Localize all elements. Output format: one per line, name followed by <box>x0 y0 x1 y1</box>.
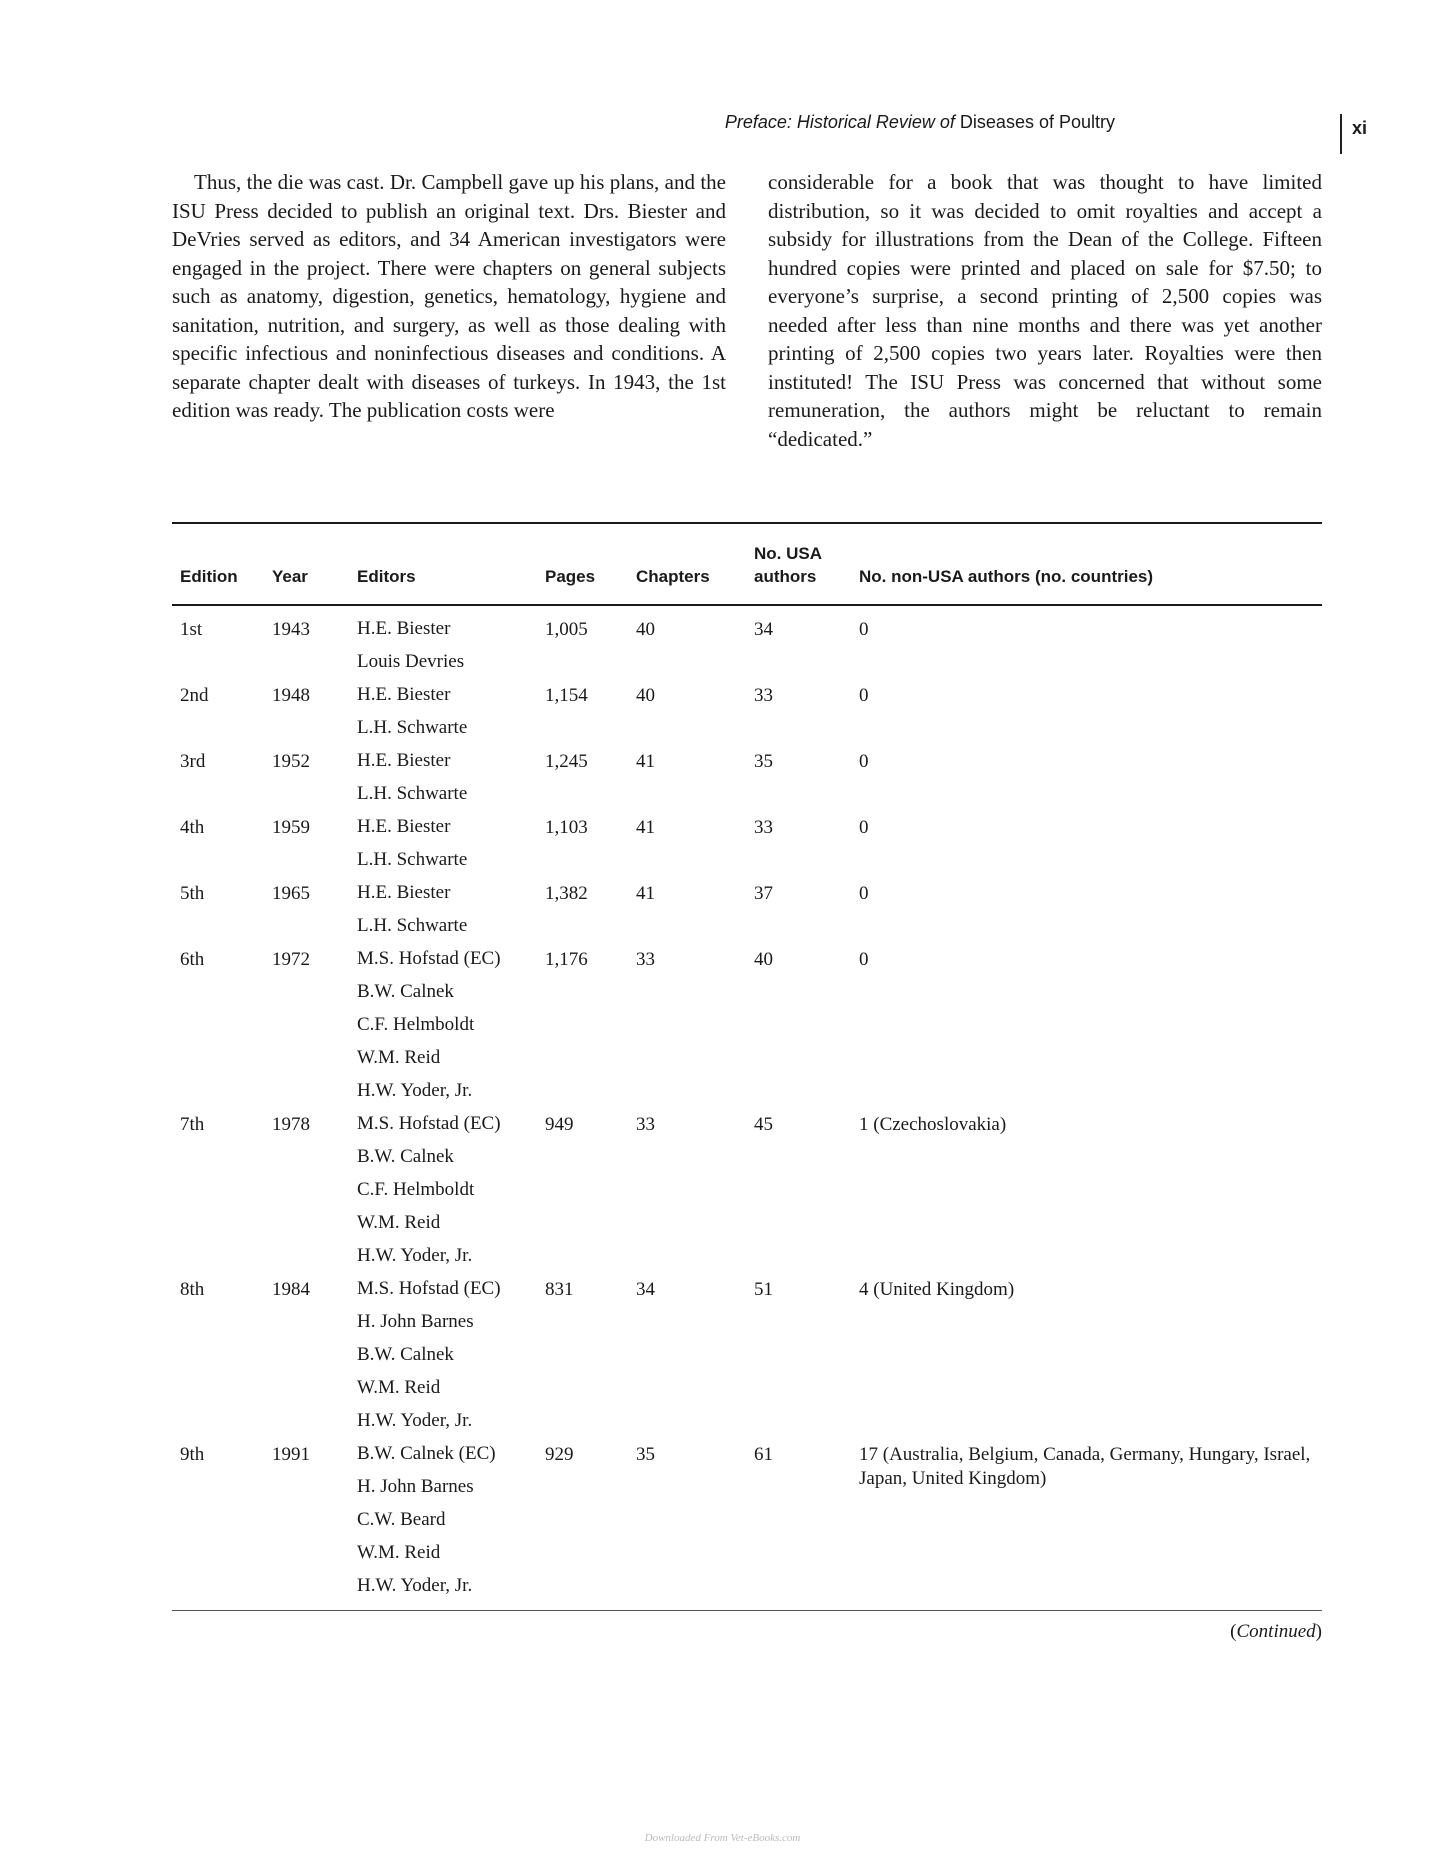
editor-name: M.S. Hofstad (EC) <box>357 1278 501 1299</box>
editor-name: B.W. Calnek (EC) <box>357 1443 496 1464</box>
cell-pages: 1,005 <box>545 619 588 640</box>
cell-chapters: 40 <box>636 685 655 706</box>
editor-name: L.H. Schwarte <box>357 915 468 936</box>
cell-year: 1952 <box>272 751 310 772</box>
page-number: xi <box>1352 118 1368 138</box>
table-row <box>172 1111 1322 1276</box>
editor-name: W.M. Reid <box>357 1212 441 1233</box>
running-head-book-title: Diseases of Poultry <box>959 112 1115 132</box>
cell-non-usa-authors: 0 <box>859 817 869 838</box>
cell-edition: 8th <box>180 1279 205 1300</box>
cell-year: 1984 <box>272 1279 310 1300</box>
cell-editors <box>357 880 545 946</box>
cell-non-usa-authors: 1 (Czechoslovakia) <box>859 1114 1007 1135</box>
cell-chapters: 41 <box>636 751 655 772</box>
running-head <box>725 112 1115 133</box>
editor-name: H.W. Yoder, Jr. <box>357 1410 473 1431</box>
right-column <box>768 168 1322 453</box>
cell-edition: 4th <box>180 817 205 838</box>
continued-label: Continued <box>1236 1621 1316 1642</box>
cell-editors <box>357 682 545 748</box>
table-row <box>172 814 1322 880</box>
editor-name: H.W. Yoder, Jr. <box>357 1575 473 1596</box>
cell-editors <box>357 1441 545 1606</box>
cell-edition: 9th <box>180 1444 205 1465</box>
cell-usa-authors: 51 <box>754 1279 773 1300</box>
cell-non-usa-authors: 0 <box>859 751 869 772</box>
cell-chapters: 41 <box>636 817 655 838</box>
cell-pages: 1,176 <box>545 949 588 970</box>
cell-chapters: 33 <box>636 949 655 970</box>
cell-year: 1991 <box>272 1444 310 1465</box>
cell-chapters: 41 <box>636 883 655 904</box>
cell-edition: 3rd <box>180 751 206 772</box>
header-pages: Pages <box>545 567 596 586</box>
editor-name: L.H. Schwarte <box>357 717 468 738</box>
cell-editors <box>357 748 545 814</box>
editor-name: B.W. Calnek <box>357 1344 454 1365</box>
cell-edition: 6th <box>180 949 205 970</box>
cell-edition: 7th <box>180 1114 205 1135</box>
cell-year: 1972 <box>272 949 310 970</box>
editions-table <box>172 522 1322 1643</box>
cell-pages: 831 <box>545 1279 574 1300</box>
cell-non-usa-authors: 17 (Australia, Belgium, Canada, Germany, Hungary, Israel, Japan, United Kingdom) <box>859 1444 1311 1489</box>
editor-name: H.E. Biester <box>357 750 451 771</box>
table-row <box>172 946 1322 1111</box>
cell-non-usa-authors: 0 <box>859 883 869 904</box>
cell-usa-authors: 35 <box>754 751 773 772</box>
editor-name: H.W. Yoder, Jr. <box>357 1080 473 1101</box>
cell-editors <box>357 1111 545 1276</box>
editor-name: H.W. Yoder, Jr. <box>357 1245 473 1266</box>
table-row <box>172 880 1322 946</box>
cell-usa-authors: 40 <box>754 949 773 970</box>
editor-name: C.W. Beard <box>357 1509 446 1530</box>
editor-name: B.W. Calnek <box>357 981 454 1002</box>
table-bottom-rule <box>172 1610 1322 1611</box>
body-text <box>172 168 1322 453</box>
cell-non-usa-authors: 0 <box>859 619 869 640</box>
cell-year: 1943 <box>272 619 310 640</box>
cell-usa-authors: 61 <box>754 1444 773 1465</box>
header-editors: Editors <box>357 567 416 586</box>
editor-name: W.M. Reid <box>357 1047 441 1068</box>
table-row <box>172 748 1322 814</box>
table-row <box>172 1276 1322 1441</box>
cell-pages: 1,154 <box>545 685 588 706</box>
editor-name: Louis Devries <box>357 651 465 672</box>
cell-usa-authors: 34 <box>754 619 773 640</box>
cell-edition: 5th <box>180 883 205 904</box>
download-watermark: Downloaded From Vet-eBooks.com <box>644 1832 801 1844</box>
cell-year: 1965 <box>272 883 310 904</box>
cell-usa-authors: 33 <box>754 817 773 838</box>
header-year: Year <box>272 567 308 586</box>
left-paragraph: Thus, the die was cast. Dr. Campbell gave up his plans, and the ISU Press decided to publish an original text. Drs. Biester and DeVries served as editors, and 34 American investigators were engaged in the project. There were chapters on general subjects such as anatomy, digestion, genetics, hematology, hygiene and sanitation, nutrition, and surgery, as well as those dealing with specific infectious and noninfectious diseases and conditions. A separate chapter dealt with diseases of turkeys. In 1943, the 1st edition was ready. The publication costs were <box>172 170 726 422</box>
header-usa-line1: No. USA <box>754 544 822 563</box>
table-body <box>172 606 1322 1610</box>
editor-name: W.M. Reid <box>357 1377 441 1398</box>
cell-chapters: 34 <box>636 1279 655 1300</box>
header-usa-authors <box>754 542 859 604</box>
editor-name: M.S. Hofstad (EC) <box>357 948 501 969</box>
cell-usa-authors: 33 <box>754 685 773 706</box>
table-row <box>172 682 1322 748</box>
cell-pages: 1,382 <box>545 883 588 904</box>
header-usa-line2: authors <box>754 567 817 586</box>
cell-editors <box>357 946 545 1111</box>
editor-name: M.S. Hofstad (EC) <box>357 1113 501 1134</box>
cell-editors <box>357 1276 545 1441</box>
editor-name: H. John Barnes <box>357 1311 474 1332</box>
header-edition: Edition <box>180 567 238 586</box>
cell-pages: 1,103 <box>545 817 588 838</box>
cell-chapters: 33 <box>636 1114 655 1135</box>
cell-editors <box>357 616 545 682</box>
cell-pages: 929 <box>545 1444 574 1465</box>
editor-name: H.E. Biester <box>357 816 451 837</box>
cell-chapters: 40 <box>636 619 655 640</box>
editor-name: B.W. Calnek <box>357 1146 454 1167</box>
right-paragraph: considerable for a book that was thought to have limited distribution, so it was decided to omit royalties and accept a subsidy for illustrations from the Dean of the College. Fifteen hundred copies were printed and placed on sale for $7.50; to everyone’s surprise, a second printing of 2,500 copies was needed after less than nine months and there was yet another printing of 2,500 copies two years later. Royalties were then instituted! The ISU Press was concerned that without some remuneration, the authors might be reluctant to remain “dedicated.” <box>768 170 1322 451</box>
cell-usa-authors: 37 <box>754 883 773 904</box>
header-divider <box>1340 114 1342 154</box>
cell-year: 1959 <box>272 817 310 838</box>
cell-year: 1978 <box>272 1114 310 1135</box>
editor-name: H.E. Biester <box>357 684 451 705</box>
cell-non-usa-authors: 4 (United Kingdom) <box>859 1279 1015 1300</box>
cell-non-usa-authors: 0 <box>859 949 869 970</box>
editor-name: H.E. Biester <box>357 618 451 639</box>
cell-edition: 1st <box>180 619 203 640</box>
header-chapters: Chapters <box>636 567 710 586</box>
editor-name: C.F. Helmboldt <box>357 1014 475 1035</box>
editor-name: L.H. Schwarte <box>357 849 468 870</box>
header-non-usa-authors: No. non-USA authors (no. countries) <box>859 567 1154 586</box>
cell-non-usa-authors: 0 <box>859 685 869 706</box>
editor-name: W.M. Reid <box>357 1542 441 1563</box>
table-row <box>172 1441 1322 1606</box>
editor-name: L.H. Schwarte <box>357 783 468 804</box>
cell-pages: 1,245 <box>545 751 588 772</box>
left-column <box>172 168 726 453</box>
editor-name: H. John Barnes <box>357 1476 474 1497</box>
editor-name: C.F. Helmboldt <box>357 1179 475 1200</box>
running-head-italic: Preface: Historical Review of <box>724 112 955 132</box>
cell-pages: 949 <box>545 1114 574 1135</box>
cell-usa-authors: 45 <box>754 1114 773 1135</box>
cell-year: 1948 <box>272 685 310 706</box>
cell-editors <box>357 814 545 880</box>
editor-name: H.E. Biester <box>357 882 451 903</box>
continued-note: (Continued) <box>1230 1621 1322 1642</box>
cell-edition: 2nd <box>180 685 209 706</box>
table-header <box>172 524 1322 604</box>
table-row <box>172 616 1322 682</box>
cell-chapters: 35 <box>636 1444 655 1465</box>
